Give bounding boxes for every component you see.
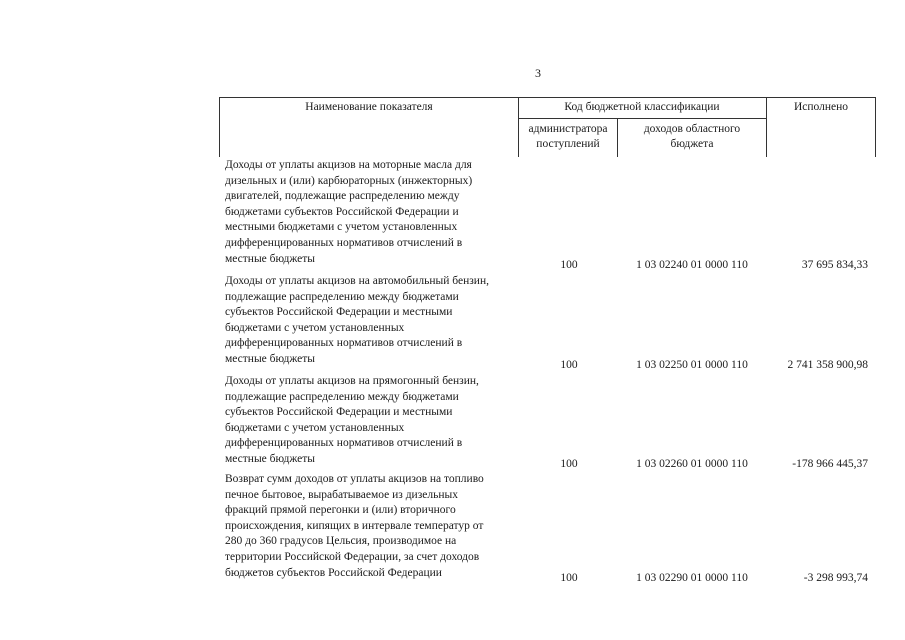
row-executed: -3 298 993,74: [803, 572, 868, 584]
row-name: Доходы от уплаты акцизов на автомобильный бензин, подлежащие распределению между бюджетами субъектов Российской Федерации и местными бюджетами с учетом установленных дифференцированных нормативов отчислений в местные бюджеты: [225, 275, 489, 365]
row-executed: -178 966 445,37: [792, 458, 868, 470]
page-number: 3: [535, 66, 541, 80]
header-name-col: Наименование показателя: [305, 101, 433, 113]
header-code-group: Код бюджетной классификации: [564, 101, 720, 113]
row-executed: 2 741 358 900,98: [787, 359, 868, 371]
row-admin: 100: [560, 458, 578, 470]
row-code: 1 03 02260 01 0000 110: [636, 458, 748, 470]
header-income-col: доходов областного бюджета: [643, 123, 741, 150]
header-divider: [518, 118, 766, 119]
row-name: Доходы от уплаты акцизов на прямогонный бензин, подлежащие распределению между бюджетами субъектов Российской Федерации и местными бюджетами с учетом установленных дифференцированных нормативов отчислений в местные бюджеты: [225, 375, 479, 465]
row-admin: 100: [560, 259, 578, 271]
row-admin: 100: [560, 359, 578, 371]
row-admin: 100: [560, 572, 578, 584]
row-code: 1 03 02250 01 0000 110: [636, 359, 748, 371]
header-divider: [617, 118, 618, 157]
header-executed-col: Исполнено: [793, 101, 849, 113]
row-name: Доходы от уплаты акцизов на моторные масла для дизельных и (или) карбюраторных (инжекторных) двигателей, подлежащие распределению между бюджетами субъектов Российской Федерации и местными бюджетами с учетом установленных дифференцированных нормативов отчислений в местные бюджеты: [225, 159, 473, 265]
row-code: 1 03 02240 01 0000 110: [636, 259, 748, 271]
row-name: Возврат сумм доходов от уплаты акцизов на топливо печное бытовое, вырабатываемое из дизельных фракций прямой перегонки и (или) вторичного происхождения, кипящих в интервале температур от 280 до 360 градусов Цельсия, производимое на территории Российской Федерации, за счет доходов бюджетов субъектов Российской Федерации: [225, 473, 484, 579]
header-admin-col: администратора поступлений: [528, 123, 608, 150]
row-executed: 37 695 834,33: [801, 259, 868, 271]
row-code: 1 03 02290 01 0000 110: [636, 572, 748, 584]
